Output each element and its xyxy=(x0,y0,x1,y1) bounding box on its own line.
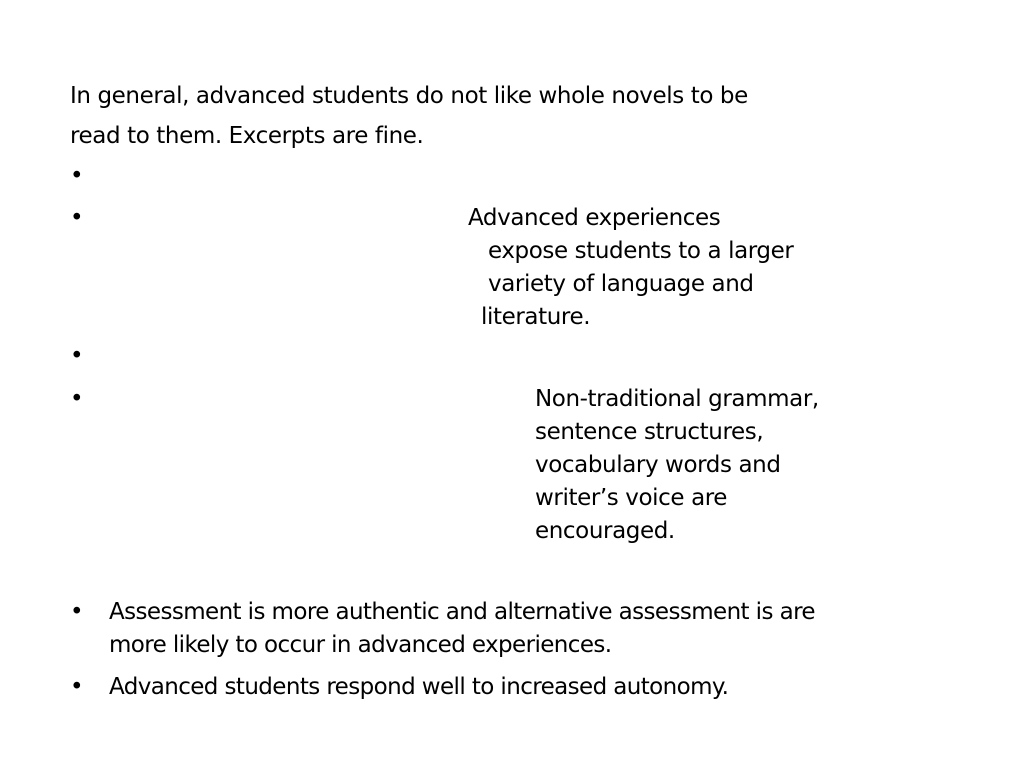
advanced-line-3: variety of language and xyxy=(488,271,754,297)
intro-line-2: read to them. Excerpts are fine. xyxy=(70,123,424,149)
bullet-marker: • xyxy=(70,599,84,625)
nontraditional-line-3: vocabulary words and xyxy=(535,452,781,478)
advanced-line-4: literature. xyxy=(481,304,591,330)
assessment-line-1: Assessment is more authentic and alternative assessment is are xyxy=(109,599,815,625)
bullet-marker: • xyxy=(70,163,84,189)
nontraditional-line-5: encouraged. xyxy=(535,518,675,544)
advanced-line-1: Advanced experiences xyxy=(468,205,721,231)
intro-line-1: In general, advanced students do not like whole novels to be xyxy=(70,83,748,109)
assessment-line-2: more likely to occur in advanced experiences. xyxy=(109,632,612,658)
bullet-marker: • xyxy=(70,205,84,231)
nontraditional-line-2: sentence structures, xyxy=(535,419,764,445)
nontraditional-line-4: writer’s voice are xyxy=(535,485,728,511)
nontraditional-line-1: Non-traditional grammar, xyxy=(535,386,819,412)
bullet-marker: • xyxy=(70,343,84,369)
bullet-marker: • xyxy=(70,386,84,412)
bullet-marker: • xyxy=(70,674,84,700)
autonomy-line: Advanced students respond well to increased autonomy. xyxy=(109,674,729,700)
advanced-line-2: expose students to a larger xyxy=(488,238,794,264)
